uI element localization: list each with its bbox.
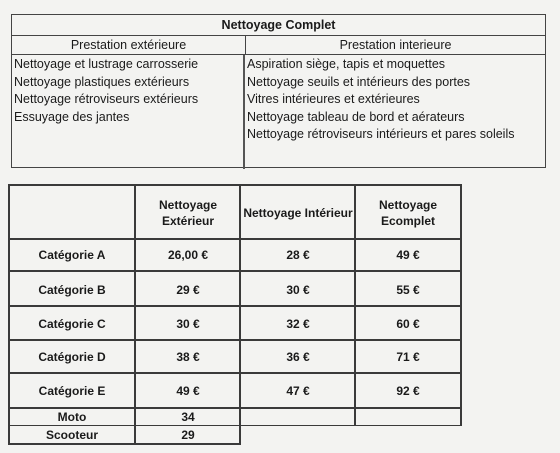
grid-line — [8, 184, 10, 445]
interior-item: Nettoyage tableau de bord et aérateurs — [247, 109, 465, 124]
interior-item: Aspiration siège, tapis et moquettes — [247, 57, 446, 71]
price-interior: 32 € — [286, 317, 310, 331]
grid-line — [8, 425, 462, 426]
price-complet: 92 € — [396, 384, 420, 398]
grid-line — [134, 184, 136, 445]
interior-list — [245, 55, 545, 169]
price-exterior: 29 € — [176, 282, 200, 297]
grid-line — [8, 407, 462, 409]
price-interior: 30 € — [286, 282, 310, 297]
grid-line — [8, 443, 240, 445]
grid-line — [8, 184, 462, 186]
header-exterior: Nettoyage Extérieur — [158, 198, 217, 228]
exterior-item: Nettoyage plastiques extérieurs — [14, 74, 190, 89]
grid-line — [8, 339, 462, 341]
price-exterior: 30 € — [176, 317, 200, 331]
moto-price: 34 — [181, 409, 195, 424]
services-header-row — [12, 36, 545, 55]
exterior-item: Nettoyage et lustrage carrosserie — [14, 57, 199, 71]
price-complet: 49 € — [396, 247, 420, 262]
exterior-item: Nettoyage rétroviseurs extérieurs — [14, 92, 199, 106]
header-complet: Nettoyage Ecomplet — [378, 198, 437, 228]
exterior-list — [12, 55, 245, 169]
row-label: Catégorie A — [38, 247, 106, 262]
interior-item: Nettoyage rétroviseurs intérieurs et pares soleils — [247, 127, 515, 141]
row-label: Catégorie C — [38, 317, 106, 331]
price-exterior: 49 € — [176, 384, 200, 398]
price-complet: 55 € — [396, 282, 420, 297]
price-complet: 71 € — [396, 350, 420, 364]
price-interior: 28 € — [286, 247, 310, 262]
grid-line — [460, 184, 462, 426]
price-interior: 47 € — [286, 384, 310, 398]
price-exterior: 26,00 € — [167, 247, 209, 262]
interior-item: Nettoyage seuils et intérieurs des portes — [247, 74, 471, 89]
services-title: Nettoyage Complet — [12, 15, 545, 36]
price-exterior: 38 € — [176, 350, 200, 364]
header-interior: Nettoyage Intérieur — [243, 206, 353, 220]
row-label: Catégorie D — [38, 350, 106, 364]
price-interior: 36 € — [286, 350, 310, 364]
grid-line — [239, 184, 241, 445]
scooter-label: Scooteur — [45, 427, 98, 442]
grid-line — [8, 270, 462, 272]
grid-line — [8, 238, 462, 240]
interior-header: Prestation interieure — [339, 38, 452, 52]
exterior-header: Prestation extérieure — [12, 36, 246, 54]
scooter-price: 29 — [181, 427, 195, 442]
interior-item: Vitres intérieures et extérieures — [247, 92, 420, 106]
services-body — [12, 55, 545, 169]
exterior-item: Essuyage des jantes — [14, 109, 130, 124]
row-label: Catégorie B — [38, 282, 106, 297]
row-label: Catégorie E — [38, 384, 106, 398]
grid-line — [8, 372, 462, 374]
grid-line — [354, 184, 356, 426]
grid-line — [8, 305, 462, 307]
moto-label: Moto — [57, 409, 87, 424]
services-table — [11, 14, 546, 168]
price-complet: 60 € — [396, 317, 420, 331]
